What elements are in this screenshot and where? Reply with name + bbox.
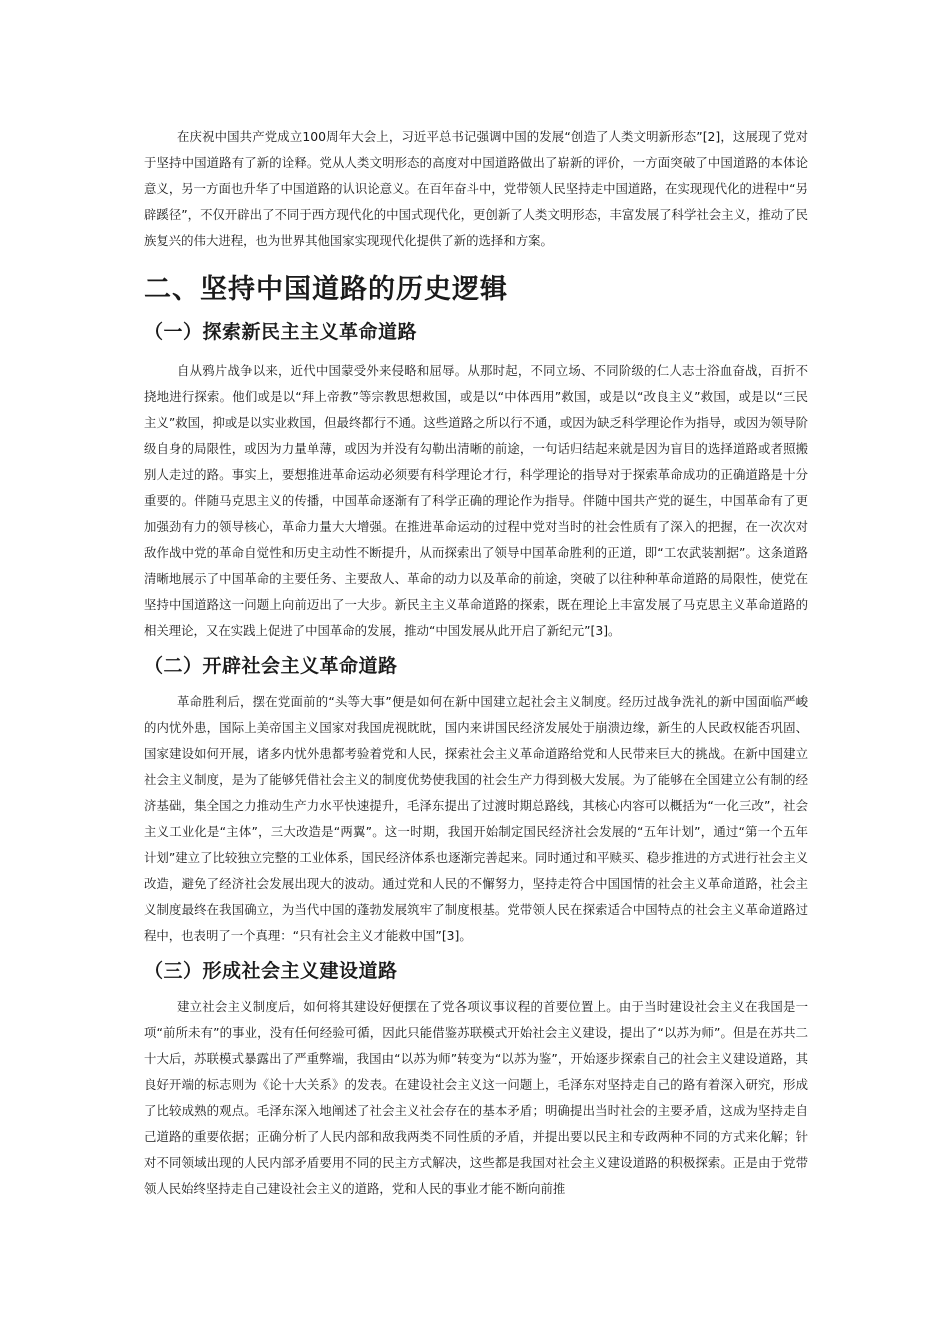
- subsection-paragraph-2: 革命胜利后，摆在党面前的“头等大事”便是如何在新中国建立起社会主义制度。经历过战争洗礼的新中国面临严峻的内忧外患，国际上美帝国主义国家对我国虎视眈眈，国内来讲国民经济发展处于崩溃边缘，新生的人民政权能否巩固、国家建设如何开展，诸多内忧外患都考验着党和人民，探索社会主义革命道路给党和人民带来巨大的挑战。在新中国建立社会主义制度，是为了能够凭借社会主义的制度优势使我国的社会生产力得到极大发展。为了能够在全国建立公有制的经济基础，集全国之力推动生产力水平快速提升，毛泽东提出了过渡时期总路线，其核心内容可以概括为“一化三改”，社会主义工业化是“主体”，三大改造是“两翼”。这一时期，我国开始制定国民经济社会发展的“五年计划”，通过“第一个五年计划”建立了比较独立完整的工业体系，国民经济体系也逐渐完善起来。同时通过和平赎买、稳步推进的方式进行社会主义改造，避免了经济社会发展出现大的波动。通过党和人民的不懈努力，坚持走符合中国国情的社会主义革命道路，社会主义制度最终在我国确立，为当代中国的蓬勃发展筑牢了制度根基。党带领人民在探索适合中国特点的社会主义革命道路过程中，也表明了一个真理：“只有社会主义才能救中国”[3]。: [144, 694, 808, 943]
- document-page: [144, 124, 808, 1202]
- subsection-paragraph-3: 建立社会主义制度后，如何将其建设好便摆在了党各项议事议程的首要位置上。由于当时建设社会主义在我国是一项“前所未有”的事业，没有任何经验可循，因此只能借鉴苏联模式开始社会主义建设，提出了“以苏为师”。但是在苏共二十大后，苏联模式暴露出了严重弊端，我国由“以苏为师”转变为“以苏为鉴”，开始逐步探索自己的社会主义建设道路，其良好开端的标志则为《论十大关系》的发表。在建设社会主义这一问题上，毛泽东对坚持走自己的路有着深入研究，形成了比较成熟的观点。毛泽东深入地阐述了社会主义社会存在的基本矛盾；明确提出当时社会的主要矛盾，这成为坚持走自己道路的重要依据；正确分析了人民内部和敌我两类不同性质的矛盾，并提出要以民主和专政两种不同的方式来化解；针对不同领域出现的人民内部矛盾要用不同的民主方式解决，这些都是我国对社会主义建设道路的积极探索。正是由于党带领人民始终坚持走自己建设社会主义的道路，党和人民的事业才能不断向前推: [144, 999, 808, 1196]
- subsection-heading-1: （一）探索新民主主义革命道路: [144, 321, 418, 343]
- subsection-heading-3: （三）形成社会主义建设道路: [144, 960, 398, 982]
- subsection-paragraph-1: 自从鸦片战争以来，近代中国蒙受外来侵略和屈辱。从那时起，不同立场、不同阶级的仁人志士浴血奋战，百折不挠地进行探索。他们或是以“拜上帝教”等宗教思想救国，或是以“中体西用”救国，或是以“改良主义”救国，或是以“三民主义”救国，抑或是以实业救国，但最终都行不通。这些道路之所以行不通，或因为缺乏科学理论作为指导，或因为领导阶级自身的局限性，或因为力量单薄，或因为并没有勾勒出清晰的前途，一句话归结起来就是因为盲目的选择道路或者照搬别人走过的路。事实上，要想推进革命运动必须要有科学理论才行，科学理论的指导对于探索革命成功的正确道路是十分重要的。伴随马克思主义的传播，中国革命逐渐有了科学正确的理论作为指导。伴随中国共产党的诞生，中国革命有了更加强劲有力的领导核心，革命力量大大增强。在推进革命运动的过程中党对当时的社会性质有了深入的把握，在一次次对敌作战中党的革命自觉性和历史主动性不断提升，从而探索出了领导中国革命胜利的正道，即“工农武装割据”。这条道路清晰地展示了中国革命的主要任务、主要敌人、革命的动力以及革命的前途，突破了以往种种革命道路的局限性，使党在坚持中国道路这一问题上向前迈出了一大步。新民主主义革命道路的探索，既在理论上丰富发展了马克思主义革命道路的相关理论，又在实践上促进了中国革命的发展，推动“中国发展从此开启了新纪元”[3]。: [144, 363, 808, 638]
- subsection-heading-2: （二）开辟社会主义革命道路: [144, 655, 398, 677]
- section-heading: 二、坚持中国道路的历史逻辑: [144, 274, 508, 305]
- intro-paragraph: 在庆祝中国共产党成立100周年大会上，习近平总书记强调中国的发展“创造了人类文明新形态”[2]，这展现了党对于坚持中国道路有了新的诠释。党从人类文明形态的高度对中国道路做出了崭新的评价，一方面突破了中国道路的本体论意义，另一方面也升华了中国道路的认识论意义。在百年奋斗中，党带领人民坚持走中国道路，在实现现代化的进程中“另辟蹊径”，不仅开辟出了不同于西方现代化的中国式现代化，更创新了人类文明形态，丰富发展了科学社会主义，推动了民族复兴的伟大进程，也为世界其他国家实现现代化提供了新的选择和方案。: [144, 129, 808, 248]
